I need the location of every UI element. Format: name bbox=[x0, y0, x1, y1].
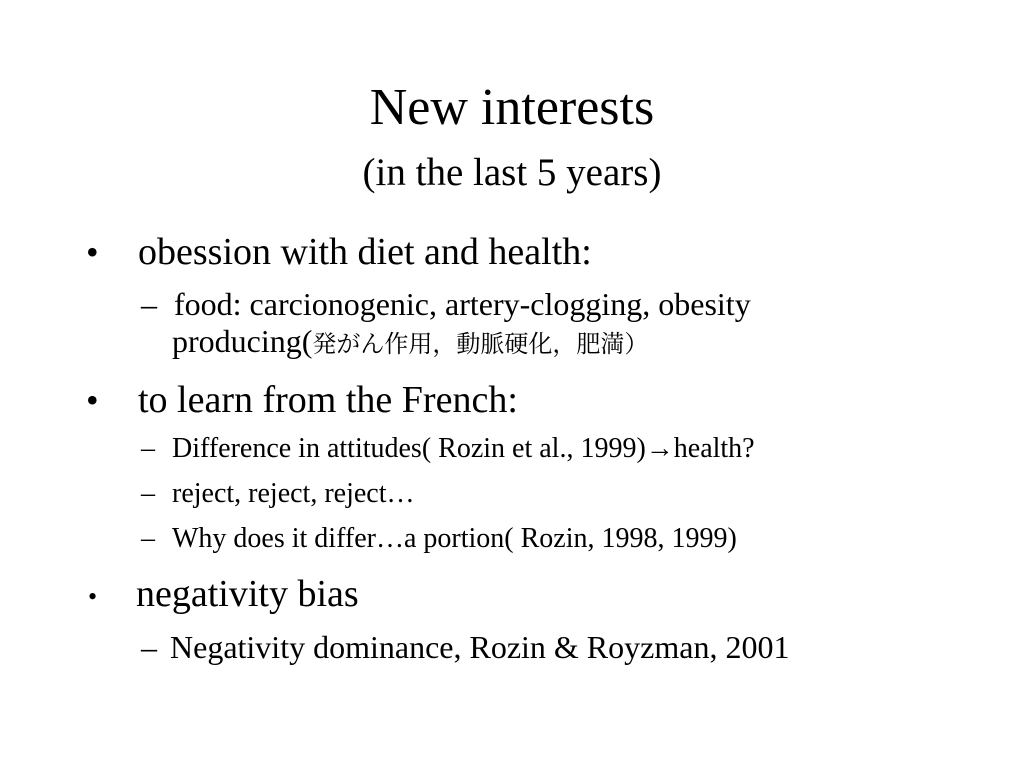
bullet-text: negativity bias bbox=[136, 573, 359, 615]
subitem-text-line2 bbox=[172, 322, 648, 363]
subitem-text: Why does it differ…a portion( Rozin, 1998, 1999) bbox=[172, 523, 737, 554]
dash-icon: – bbox=[141, 629, 157, 665]
bullet-icon: • bbox=[88, 582, 98, 611]
dash-icon: – bbox=[141, 523, 155, 554]
dash-icon: – bbox=[141, 478, 155, 509]
bullet-icon: • bbox=[86, 232, 99, 272]
subitem-text-japanese: 発がん作用，動脈硬化，肥満） bbox=[312, 330, 649, 358]
slide-title: New interests bbox=[369, 79, 655, 136]
subitem-text-latin: producing( bbox=[172, 323, 313, 359]
subitem-text-line1: food: carcionogenic, artery-clogging, obesity bbox=[174, 286, 751, 322]
subitem-text: Difference in attitudes( Rozin et al., 1999)→health? bbox=[172, 433, 755, 464]
subitem-text: Negativity dominance, Rozin & Royzman, 2001 bbox=[170, 629, 790, 665]
bullet-icon: • bbox=[86, 380, 99, 420]
subitem-text: reject, reject, reject… bbox=[172, 478, 415, 509]
dash-icon: – bbox=[141, 433, 155, 464]
dash-icon: – bbox=[141, 286, 157, 322]
bullet-text: to learn from the French: bbox=[138, 379, 518, 421]
bullet-text: obession with diet and health: bbox=[138, 231, 592, 273]
slide-subtitle: (in the last 5 years) bbox=[362, 151, 662, 194]
